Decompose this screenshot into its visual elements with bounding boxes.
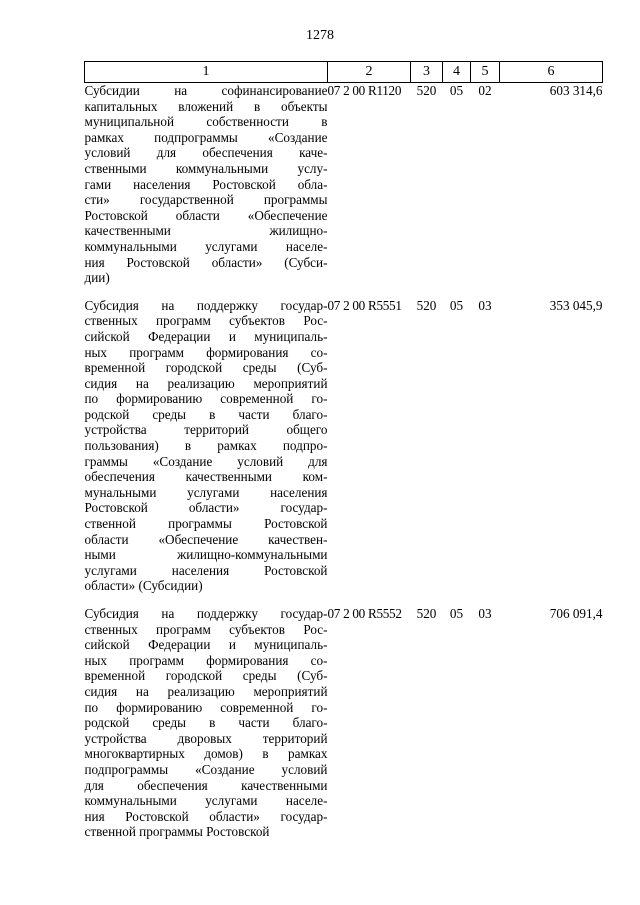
description-line: сидия на реализацию мероприятий [84, 375, 328, 391]
description-line: коммунальными услугами населе- [84, 238, 328, 254]
table-row [85, 298, 603, 606]
description-line: условий для обеспечения каче- [84, 145, 328, 161]
description-line: подпрограммы «Создание условий [84, 761, 328, 777]
description-line: устройства дворовых территорий [84, 730, 328, 746]
description-line: родской среды в части благо- [84, 715, 328, 731]
page-number: 1278 [306, 28, 334, 43]
header-col-2: 2 [328, 62, 411, 83]
row-col-3: 520 [416, 83, 437, 98]
row-col-5: 03 [478, 606, 492, 621]
description-line: ными жилищно-коммунальными [84, 547, 328, 563]
description-line: пользования) в рамках подпро- [84, 438, 328, 454]
table-header [85, 62, 603, 83]
description-line: Субсидия на поддержку государ- [84, 606, 328, 621]
description-line: ния Ростовской области» государ- [84, 808, 328, 824]
description-line: муниципальной собственности в [84, 114, 328, 130]
table-row [85, 606, 603, 852]
row-description [85, 298, 328, 606]
description-line: Субсидии на софинансирование [84, 83, 328, 98]
description-line: коммунальными услугами населе- [84, 793, 328, 809]
description-line: капитальных вложений в объекты [84, 98, 328, 114]
table-row [85, 83, 603, 298]
row-amount: 706 091,4 [549, 606, 603, 621]
description-line: ственными коммунальными услу- [84, 160, 328, 176]
description-line: устройства территорий общего [84, 422, 328, 438]
description-line: мунальными услугами населения [84, 484, 328, 500]
header-col-1: 1 [85, 62, 328, 83]
description-line: граммы «Создание условий для [84, 453, 328, 469]
description-line: области» (Субсидии) [84, 578, 203, 594]
header-col-5: 5 [471, 62, 500, 83]
description-line: Ростовской области» государ- [84, 500, 328, 516]
row-col-3: 520 [416, 606, 437, 621]
description-line: области «Обеспечение качествен- [84, 531, 328, 547]
table-body [85, 83, 603, 852]
row-description [85, 606, 328, 852]
description-line: временной городской среды (Суб- [84, 668, 328, 684]
description-line: родской среды в части благо- [84, 406, 328, 422]
description-line: Ростовской области «Обеспечение [84, 207, 328, 223]
description-line: для обеспечения качественными [84, 777, 328, 793]
description-line: ных программ формирования со- [84, 344, 328, 360]
header-col-6: 6 [500, 62, 603, 83]
description-line: по формированию современной го- [84, 699, 328, 715]
description-line: дии) [84, 270, 110, 286]
row-col-5: 02 [478, 83, 492, 98]
description-line: рамках подпрограммы «Создание [84, 129, 328, 145]
description-line: ственных программ субъектов Рос- [84, 313, 328, 329]
row-amount: 353 045,9 [549, 297, 603, 313]
description-line: сидия на реализацию мероприятий [84, 683, 328, 699]
description-line: временной городской среды (Суб- [84, 360, 328, 376]
description-line: гами населения Ростовской обла- [84, 176, 328, 192]
row-code: 07 2 00 R5551 [327, 297, 402, 313]
row-description [85, 83, 328, 298]
row-col-5: 03 [478, 297, 492, 313]
description-line: сти» государственной программы [84, 192, 328, 208]
row-code: 07 2 00 R1120 [327, 83, 402, 98]
description-line: услугами населения Ростовской [84, 562, 328, 578]
budget-table [84, 61, 603, 852]
row-col-4: 05 [449, 83, 464, 98]
description-line: многоквартирных домов) в рамках [84, 746, 328, 762]
description-line: ственной программы Ростовской [84, 516, 328, 532]
row-col-3: 520 [416, 297, 437, 313]
description-line: ственных программ субъектов Рос- [84, 621, 328, 637]
row-col-4: 05 [449, 606, 464, 621]
description-line: ния Ростовской области» (Субси- [84, 254, 328, 270]
description-line: ных программ формирования со- [84, 652, 328, 668]
description-line: обеспечения качественными ком- [84, 469, 328, 485]
description-line: по формированию современной го- [84, 391, 328, 407]
description-line: сийской Федерации и муниципаль- [84, 328, 328, 344]
header-col-3: 3 [411, 62, 443, 83]
row-col-4: 05 [449, 297, 464, 313]
header-col-4: 4 [443, 62, 471, 83]
description-line: сийской Федерации и муниципаль- [84, 637, 328, 653]
description-line: ственной программы Ростовской [84, 824, 270, 840]
row-code: 07 2 00 R5552 [327, 606, 402, 621]
description-line: Субсидия на поддержку государ- [84, 297, 328, 313]
row-amount: 603 314,6 [549, 83, 603, 98]
description-line: качественными жилищно- [84, 223, 328, 239]
